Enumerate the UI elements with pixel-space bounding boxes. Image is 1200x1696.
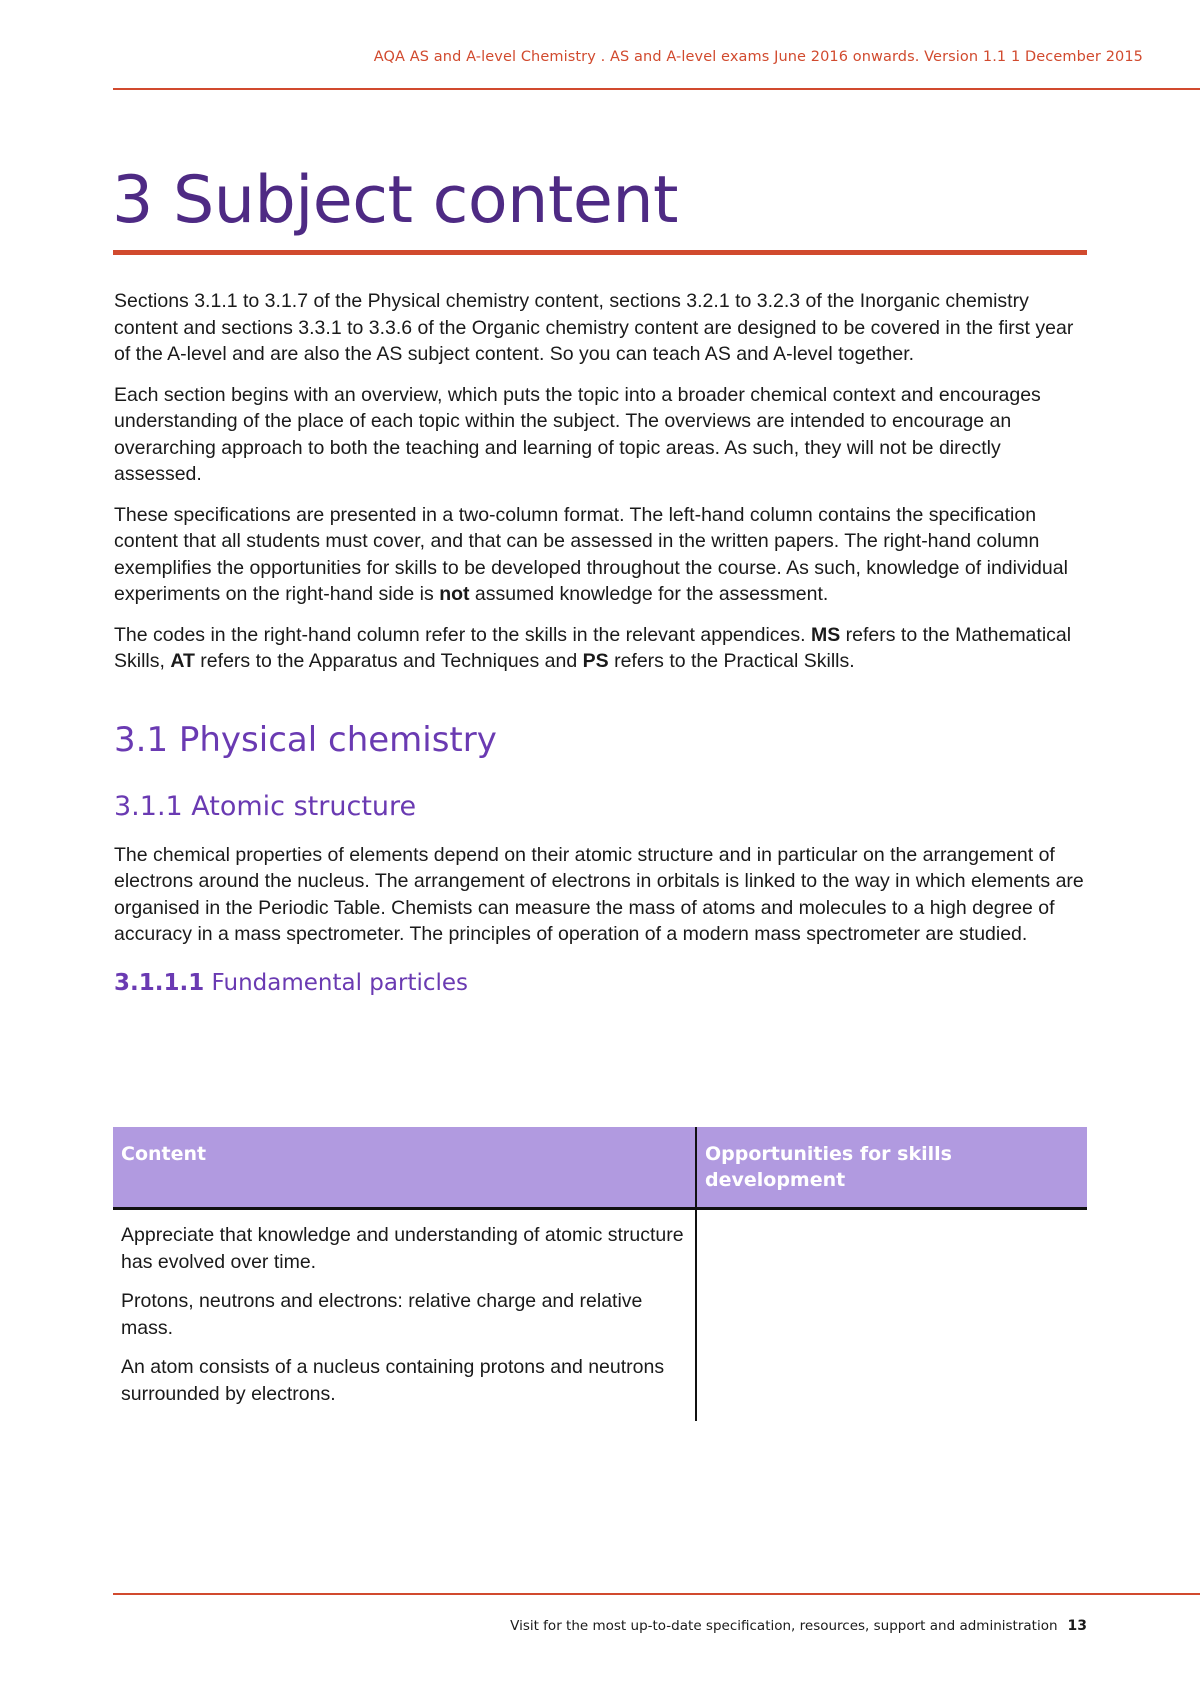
code-at: AT xyxy=(170,650,195,672)
section-heading: 3.1 Physical chemistry xyxy=(114,719,497,760)
intro-p3-text: These specifications are presented in a two-column format. The left-hand column contains the specification content that all students must cover, and that can be assessed in the written papers. The right-hand column exemplifies the opportunities for skills to be developed throughout the course. As such, knowledge of individual experiments on the right-hand side is xyxy=(114,503,1068,605)
column-header-skills: Opportunities for skills development xyxy=(696,1127,1087,1209)
footer-text: Visit for the most up-to-date specification, resources, support and administration xyxy=(510,1618,1058,1634)
intro-paragraph-1: Sections 3.1.1 to 3.1.7 of the Physical chemistry content, sections 3.2.1 to 3.2.3 of the Inorganic chemistry content and sections 3.3.1 to 3.3.6 of the Organic chemistry content are designed to be covered in the first year of the A-level and are also the AS subject content. So you can teach AS and A-level together. xyxy=(114,290,1074,365)
skills-cell xyxy=(696,1209,1087,1422)
header-divider xyxy=(113,88,1200,90)
content-item: Protons, neutrons and electrons: relative charge and relative mass. xyxy=(121,1290,643,1339)
content-item: An atom consists of a nucleus containing protons and neutrons surrounded by electrons. xyxy=(121,1356,665,1405)
column-header-content: Content xyxy=(113,1127,696,1209)
page-number: 13 xyxy=(1067,1618,1087,1634)
intro-p4-text: refers to the Practical Skills. xyxy=(608,650,855,672)
intro-p4-text: refers to the Mathematical Skills, xyxy=(114,623,1072,672)
page-title: 3 Subject content xyxy=(112,163,679,238)
page-footer xyxy=(510,1618,1087,1634)
footer-divider xyxy=(113,1593,1200,1595)
content-cell xyxy=(113,1209,696,1422)
subsubsection-title: Fundamental particles xyxy=(204,969,469,996)
code-ps: PS xyxy=(582,650,609,672)
intro-p3-emphasis: not xyxy=(439,583,470,605)
intro-p4-text: refers to the Apparatus and Techniques and xyxy=(194,650,583,672)
intro-paragraph-4 xyxy=(114,622,1086,675)
table-header-row xyxy=(113,1127,1087,1209)
title-underline xyxy=(113,250,1087,255)
intro-p4-text: The codes in the right-hand column refer to the skills in the relevant appendices. xyxy=(114,623,811,646)
content-item: Appreciate that knowledge and understanding of atomic structure has evolved over time. xyxy=(121,1224,684,1273)
intro-paragraph-3 xyxy=(114,502,1086,608)
spec-table xyxy=(113,1127,1087,1421)
overview-paragraph: The chemical properties of elements depend on their atomic structure and in particular on the arrangement of electrons around the nucleus. The arrangement of electrons in orbitals is linked to the way in which elements are organised in the Periodic Table. Chemists can measure the mass of atoms and molecules to a high degree of accuracy in a mass spectrometer. The principles of operation of a modern mass spectrometer are studied. xyxy=(114,843,1084,945)
intro-p3-text-end: assumed knowledge for the assessment. xyxy=(469,583,829,605)
code-ms: MS xyxy=(810,623,841,646)
subsubsection-heading xyxy=(114,969,1086,996)
running-header: AQA AS and A-level Chemistry . AS and A-level exams June 2016 onwards. Version 1.1 1 December 2015 xyxy=(373,49,1143,65)
table-row xyxy=(113,1209,1087,1422)
subsection-heading: 3.1.1 Atomic structure xyxy=(114,790,417,822)
main-content xyxy=(114,288,1086,995)
subsubsection-number: 3.1.1.1 xyxy=(114,969,205,996)
intro-paragraph-2: Each section begins with an overview, which puts the topic into a broader chemical context and encourages understanding of the place of each topic within the subject. The overviews are intended to encourage an overarching approach to both the teaching and learning of topic areas. As such, they will not be directly assessed. xyxy=(114,383,1041,485)
